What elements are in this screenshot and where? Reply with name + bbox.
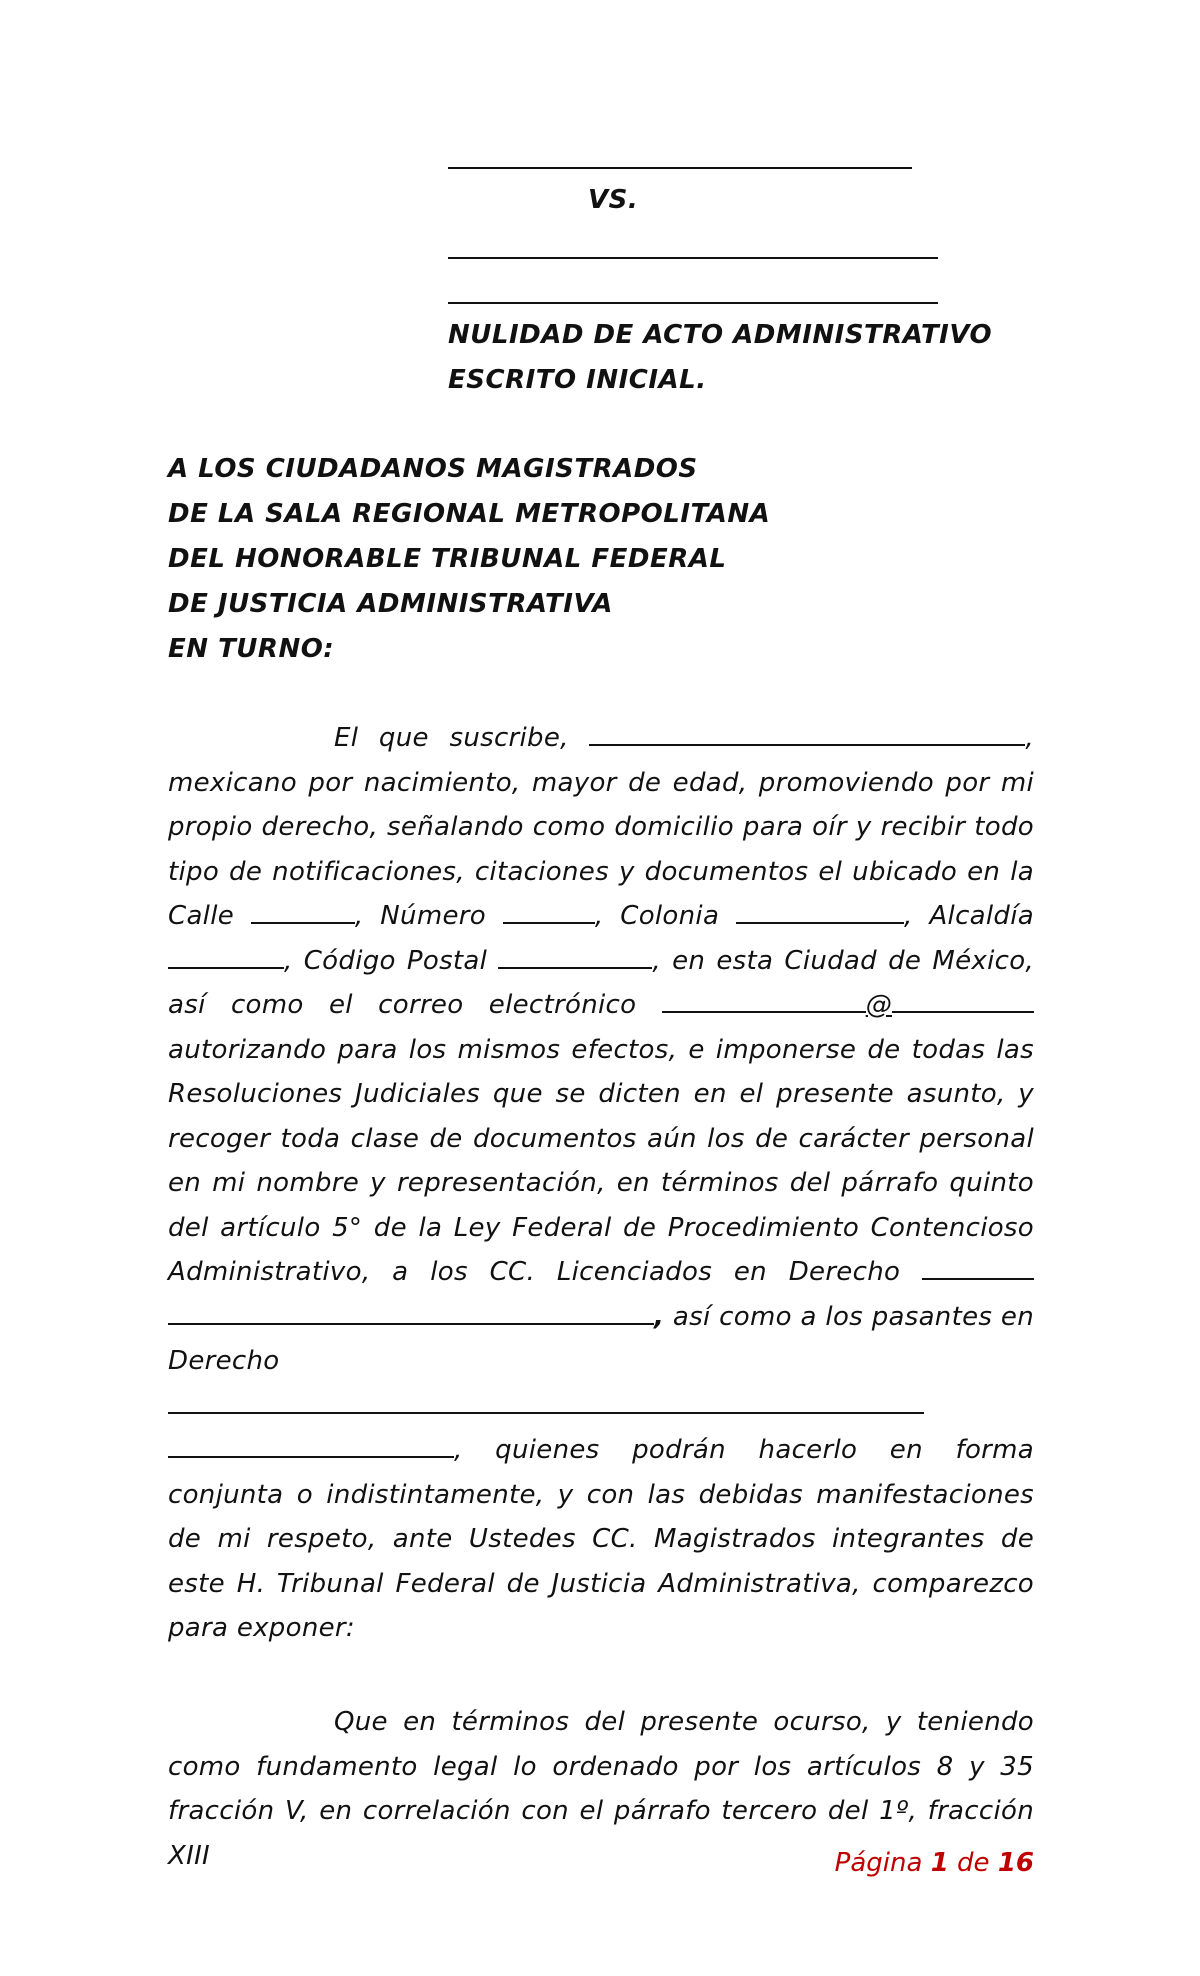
number-blank — [503, 896, 595, 924]
document-type: ESCRITO INICIAL. — [448, 365, 707, 395]
footer-page-word: Página — [834, 1848, 923, 1878]
party-line-plaintiff — [448, 167, 912, 169]
lawyers-blank-1 — [922, 1252, 1034, 1280]
colonia-blank — [736, 896, 904, 924]
email-domain-blank — [892, 985, 1034, 1013]
para1-text-6: , Código Postal — [284, 945, 488, 976]
email-user-blank — [662, 985, 866, 1013]
addressee-line-1: A LOS CIUDADANOS MAGISTRADOS — [168, 454, 698, 484]
postal-code-blank — [498, 941, 652, 969]
party-line-defendant-1 — [448, 257, 938, 259]
footer-of-word: de — [957, 1848, 990, 1878]
para1-text-9: así como a los pasantes en Derecho — [168, 1301, 1034, 1376]
street-blank — [251, 896, 355, 924]
lawyers-comma: , — [654, 1301, 665, 1332]
para1-text-3: , Número — [354, 901, 486, 931]
addressee-line-5: EN TURNO: — [168, 634, 335, 664]
para1-text-2: , mexicano por nacimiento, mayor de edad, promoviendo por mi propio derecho, señalando como domicilio para oír y recibir todo tipo de notificaciones, citaciones y documentos el ubicado en la Calle — [168, 723, 1034, 931]
matter-title: NULIDAD DE ACTO ADMINISTRATIVO — [448, 320, 993, 350]
body-paragraph-1 — [168, 716, 1034, 1651]
para1-text-10: , quienes podrán hacerlo en forma conjunta o indistintamente, y con las debidas manifestaciones de mi respeto, ante Ustedes CC. Magistrados integrantes de este H. Tribunal Federal de Justicia Administrativa, comparezco para exponer: — [168, 1435, 1034, 1643]
name-blank — [589, 718, 1025, 746]
versus-label: VS. — [588, 185, 639, 215]
interns-blank-1 — [168, 1386, 924, 1414]
addressee-line-4: DE JUSTICIA ADMINISTRATIVA — [168, 589, 613, 619]
lawyers-blank-2 — [168, 1297, 654, 1325]
footer-total-pages: 16 — [997, 1848, 1034, 1878]
para1-text-7: , en esta Ciudad de México, así como el correo electrónico — [168, 945, 1034, 1020]
addressee-line-3: DEL HONORABLE TRIBUNAL FEDERAL — [168, 544, 727, 574]
para1-text-8: autorizando para los mismos efectos, e imponerse de todas las Resoluciones Judiciales que se dicten en el presente asunto, y recoger toda clase de documentos aún los de carácter personal en mi nombre y representación, en términos del párrafo quinto del artículo 5° de la Ley Federal de Procedimiento Contencioso Administrativo, a los CC. Licenciados en Derecho — [168, 1034, 1034, 1287]
para1-text-5: , Alcaldía — [904, 901, 1034, 931]
para1-text-1: El que suscribe, — [334, 723, 569, 753]
party-line-defendant-2 — [448, 302, 938, 304]
para1-text-4: , Colonia — [594, 901, 720, 931]
footer-current-page: 1 — [930, 1848, 949, 1878]
para2-text: Que en términos del presente ocurso, y teniendo como fundamento legal lo ordenado por los artículos 8 y 35 fracción V, en correlación con el párrafo tercero del 1º, fracción XIII — [168, 1707, 1034, 1871]
email-at-sign: @ — [865, 990, 892, 1020]
interns-blank-2 — [168, 1430, 454, 1458]
addressee-line-2: DE LA SALA REGIONAL METROPOLITANA — [168, 499, 771, 529]
page-number-footer — [835, 1848, 1034, 1878]
alcaldia-blank — [168, 941, 284, 969]
